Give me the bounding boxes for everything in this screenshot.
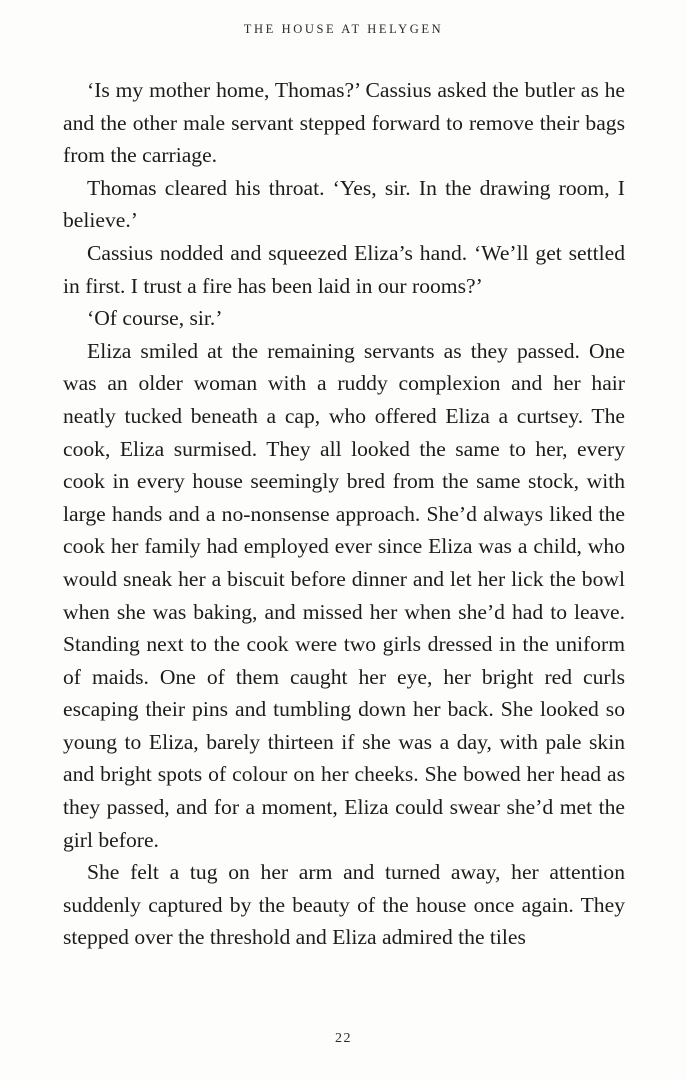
paragraph-5: Eliza smiled at the remaining servants as they passed. One was an older woman with a ruddy complexion and her hair neatly tucked beneath a cap, who offered Eliza a curtsey. The cook, Eliza surmised. They all looked the same to her, every cook in every house seemingly bred from the same stock, with large hands and a no-nonsense approach. She’d always liked the cook her family had employed ever since Eliza was a child, who would sneak her a biscuit before dinner and let her lick the bowl when she was baking, and missed her when she’d had to leave. Standing next to the cook were two girls dressed in the uniform of maids. One of them caught her eye, her bright red curls escaping their pins and tumbling down her back. She looked so young to Eliza, barely thirteen if she was a day, with pale skin and bright spots of colour on her cheeks. She bowed her head as they passed, and for a moment, Eliza could swear she’d met the girl before.: [63, 338, 625, 852]
paragraph-2: Thomas cleared his throat. ‘Yes, sir. In the drawing room, I believe.’: [63, 175, 625, 233]
page-number: 22: [335, 1031, 352, 1046]
paragraph-6: She felt a tug on her arm and turned away, her attention suddenly captured by the beauty of the house once again. They stepped over the threshold and Eliza admired the tiles: [63, 860, 625, 950]
paragraph-3: Cassius nodded and squeezed Eliza’s hand. ‘We’ll get settled in first. I trust a fire has been laid in our rooms?’: [63, 240, 625, 298]
paragraph-1: ‘Is my mother home, Thomas?’ Cassius asked the butler as he and the other male servant stepped forward to remove their bags from the carriage.: [63, 78, 625, 168]
body-text: [63, 74, 625, 954]
running-head: THE HOUSE AT HELYGEN: [243, 22, 444, 36]
paragraph-4: ‘Of course, sir.’: [87, 306, 223, 331]
